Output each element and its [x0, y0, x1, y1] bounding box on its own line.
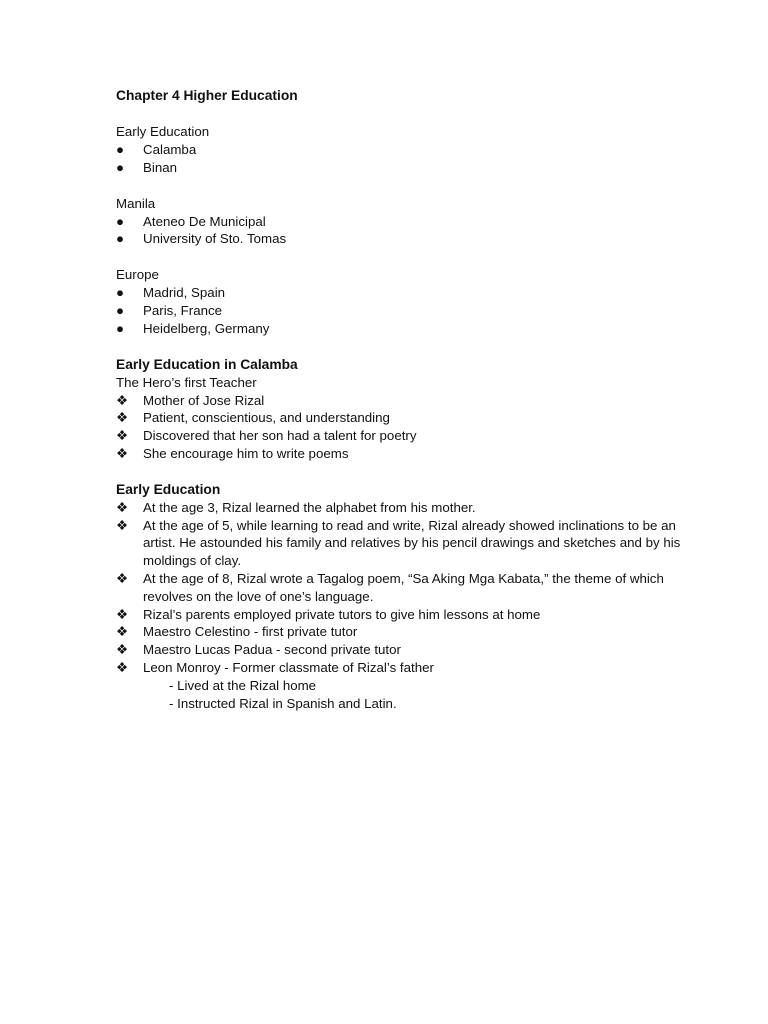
section-early-education: [116, 123, 688, 177]
sub-item: - Lived at the Rizal home: [169, 677, 317, 693]
diamond-icon: ❖: [116, 624, 128, 640]
list-item: ❖ Maestro Celestino - first private tutor: [116, 624, 358, 640]
bullet-icon: ●: [116, 302, 125, 318]
document-title: Chapter 4 Higher Education: [116, 88, 298, 103]
section-manila: [116, 195, 688, 249]
sub-item: - Instructed Rizal in Spanish and Latin.: [169, 695, 397, 711]
list-item: ❖ She encourage him to write poems: [116, 445, 349, 461]
diamond-icon: ❖: [116, 659, 128, 675]
list-item: ● Binan: [116, 159, 178, 175]
bullet-icon: ●: [116, 142, 125, 157]
list-item: ❖ Mother of Jose Rizal: [116, 392, 265, 408]
diamond-icon: ❖: [116, 606, 128, 622]
diamond-icon: ❖: [116, 410, 128, 426]
list-item: ❖ Rizal’s parents employed private tutors to give him lessons at home: [116, 606, 541, 622]
section-heading: Early Education: [116, 481, 221, 497]
list-item: ● Ateneo De Municipal: [116, 213, 266, 229]
list-item: ● Paris, France: [116, 302, 223, 318]
bullet-icon: ●: [116, 231, 125, 247]
section-heading: Early Education in Calamba: [116, 356, 298, 372]
list-item: ● University of Sto. Tomas: [116, 231, 287, 247]
diamond-icon: ❖: [116, 392, 128, 408]
list-item: ● Heidelberg, Germany: [116, 320, 270, 336]
diamond-icon: ❖: [116, 642, 128, 658]
list-item: ● Calamba: [116, 142, 197, 157]
diamond-icon: ❖: [116, 517, 128, 533]
list-item: ❖ Discovered that her son had a talent for poetry: [116, 428, 417, 444]
section-label: Manila: [116, 195, 156, 211]
list-item: ● Madrid, Spain: [116, 285, 226, 301]
section-label: Early Education: [116, 124, 210, 139]
section-calamba: [116, 356, 688, 463]
section-subheading: The Hero’s first Teacher: [116, 374, 257, 390]
list-item: ❖ Leon Monroy - Former classmate of Rizal’s father: [116, 659, 434, 675]
bullet-icon: ●: [116, 285, 125, 301]
bullet-icon: ●: [116, 159, 125, 175]
bullet-icon: ●: [116, 320, 125, 336]
section-europe: [116, 266, 688, 337]
section-early-education-details: [116, 481, 688, 713]
diamond-icon: ❖: [116, 499, 128, 515]
bullet-icon: ●: [116, 213, 125, 229]
diamond-icon: ❖: [116, 428, 128, 444]
list-item: ❖ At the age 3, Rizal learned the alphabet from his mother.: [116, 499, 476, 515]
section-label: Europe: [116, 267, 159, 283]
diamond-icon: ❖: [116, 570, 128, 586]
list-item: ❖ At the age of 5, while learning to read and write, Rizal already showed inclinations to be an artist. He astounded his family and relatives by his pencil drawings and sketches and by his moldings of clay.: [116, 517, 681, 569]
list-item: ❖ Maestro Lucas Padua - second private tutor: [116, 642, 401, 658]
list-item: ❖ At the age of 8, Rizal wrote a Tagalog poem, “Sa Aking Mga Kabata,” the theme of which revolves on the love of one’s language.: [116, 570, 664, 604]
list-item: ❖ Patient, conscientious, and understanding: [116, 410, 390, 426]
diamond-icon: ❖: [116, 445, 128, 461]
